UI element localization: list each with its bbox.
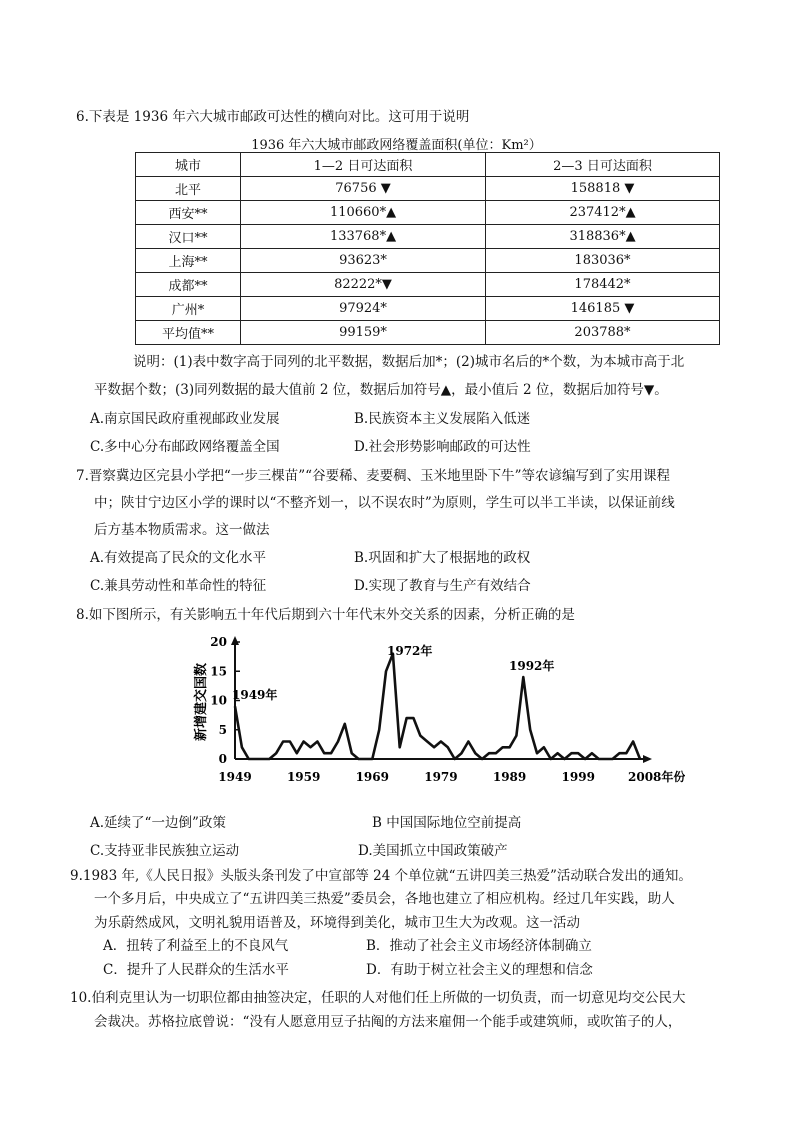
x-tick-label: 1949 bbox=[218, 770, 252, 784]
annotation-1992: 1992年 bbox=[509, 659, 555, 673]
cell-city: 北平 bbox=[136, 177, 241, 201]
table-row bbox=[136, 321, 720, 345]
q6-stem: 6.下表是 1936 年六大城市邮政可达性的横向对比。这可用于说明 bbox=[76, 109, 470, 125]
cell-value: 318836*▲ bbox=[486, 225, 720, 249]
cell-value: 237412*▲ bbox=[486, 201, 720, 225]
q6-option-a[interactable]: A.南京国民政府重视邮政业发展 bbox=[90, 411, 280, 427]
table-row bbox=[136, 273, 720, 297]
table-header-row bbox=[136, 153, 720, 177]
q7-stem-line2: 中；陕甘宁边区小学的课时以“不整齐划一，以不误农时”为原则，学生可以半工半读，以保证前线 bbox=[94, 495, 675, 511]
q10-stem-line1: 10.伯利克里认为一切职位都由抽签决定，任职的人对他们任上所做的一切负责，而一切意见均交公民大 bbox=[70, 990, 686, 1006]
cell-value: 146185 ▼ bbox=[486, 297, 720, 321]
annotation-1972: 1972年 bbox=[387, 644, 433, 658]
annotation-1949: 1949年 bbox=[232, 688, 278, 702]
cell-city: 汉口** bbox=[136, 225, 241, 249]
x-tick-label: 1989 bbox=[492, 770, 527, 784]
q7-option-d[interactable]: D.实现了教育与生产有效结合 bbox=[354, 578, 531, 594]
cell-value: 110660*▲ bbox=[241, 201, 486, 225]
cell-value: 178442* bbox=[486, 273, 720, 297]
q10-stem-line2: 会裁决。苏格拉底曾说：“没有人愿意用豆子拈阄的方法来雇佣一个能手或建筑师，或吹笛子的人， bbox=[94, 1014, 682, 1030]
table-row bbox=[136, 177, 720, 201]
q7-option-c[interactable]: C.兼具劳动性和革命性的特征 bbox=[90, 578, 267, 594]
cell-value: 82222*▼ bbox=[241, 273, 486, 297]
y-tick-label: 5 bbox=[218, 722, 227, 737]
table-row bbox=[136, 249, 720, 273]
q9-option-c[interactable]: C．提升了人民群众的生活水平 bbox=[103, 962, 289, 978]
q9-stem-line1: 9.1983 年,《人民日报》头版头条刊发了中宣部等 24 个单位就“五讲四美三热爱”活动联合发出的通知。 bbox=[70, 868, 692, 884]
x-tick-label: 1999 bbox=[561, 770, 595, 784]
chart-axes bbox=[231, 636, 652, 763]
q9-stem-line2: 一个多月后，中央成立了“五讲四美三热爱”委员会，各地也建立了相应机构。经过几年实践，助人 bbox=[94, 891, 675, 907]
q6-option-b[interactable]: B.民族资本主义发展陷入低迷 bbox=[354, 411, 531, 427]
cell-value: 158818 ▼ bbox=[486, 177, 720, 201]
q7-stem-line1: 7.晋察冀边区完县小学把“一步三棵苗”“谷要稀、麦要稠、玉米地里卧下牛”等农谚编写到了实用课程 bbox=[76, 468, 670, 484]
table-note-line1: 说明：(1)表中数字高于同列的北平数据，数据后加*；(2)城市名后的*个数，为本城市高于北 bbox=[133, 354, 685, 370]
cell-value: 183036* bbox=[486, 249, 720, 273]
x-tick-label: 1959 bbox=[286, 770, 321, 784]
q8-stem: 8.如下图所示，有关影响五十年代后期到六十年代末外交关系的因素，分析正确的是 bbox=[76, 607, 575, 623]
q7-option-a[interactable]: A.有效提高了民众的文化水平 bbox=[90, 550, 267, 566]
cell-city: 广州* bbox=[136, 297, 241, 321]
table-caption: 1936 年六大城市邮政网络覆盖面积(单位：Km²） bbox=[251, 138, 542, 153]
q9-option-b[interactable]: B．推动了社会主义市场经济体制确立 bbox=[366, 938, 592, 954]
series-line bbox=[235, 654, 640, 759]
table-row bbox=[136, 225, 720, 249]
cell-value: 76756 ▼ bbox=[241, 177, 486, 201]
q8-option-d[interactable]: D.美国抓立中国政策破产 bbox=[358, 843, 508, 859]
cell-city: 上海** bbox=[136, 249, 241, 273]
q7-stem-line3: 后方基本物质需求。这一做法 bbox=[94, 522, 270, 538]
chart-ticks bbox=[210, 635, 685, 784]
q9-option-a[interactable]: A．扭转了利益至上的不良风气 bbox=[103, 938, 289, 954]
cell-value: 93623* bbox=[241, 249, 486, 273]
q8-option-c[interactable]: C.支持亚非民族独立运动 bbox=[90, 843, 240, 859]
y-axis-label: 新增建交国数 bbox=[194, 662, 209, 742]
cell-value: 133768*▲ bbox=[241, 225, 486, 249]
q9-stem-line3: 为乐蔚然成风，文明礼貌用语普及，环境得到美化，城市卫生大为改观。这一活动 bbox=[94, 915, 580, 931]
q8-option-b[interactable]: B 中国国际地位空前提高 bbox=[372, 815, 522, 831]
q9-option-d[interactable]: D．有助于树立社会主义的理想和信念 bbox=[366, 962, 593, 978]
table-note-line2: 平数据个数；(3)同列数据的最大值前 2 位，数据后加符号▲，最小值后 2 位，数据后加符号▼。 bbox=[94, 382, 668, 398]
cell-city: 西安** bbox=[136, 201, 241, 225]
x-tick-label: 2008年份 bbox=[628, 770, 685, 784]
y-axis-arrow bbox=[231, 636, 239, 645]
y-tick-label: 10 bbox=[210, 693, 227, 708]
header-city: 城市 bbox=[136, 153, 241, 177]
cell-value: 99159* bbox=[241, 321, 486, 345]
x-tick-label: 1979 bbox=[424, 770, 458, 784]
table-row bbox=[136, 201, 720, 225]
header-2-3-day: 2—3 日可达面积 bbox=[486, 153, 720, 177]
y-tick-label: 15 bbox=[210, 664, 227, 679]
diplomatic-relations-chart bbox=[185, 622, 685, 797]
q6-option-d[interactable]: D.社会形势影响邮政的可达性 bbox=[354, 439, 531, 455]
header-1-2-day: 1—2 日可达面积 bbox=[241, 153, 486, 177]
cell-city: 平均值** bbox=[136, 321, 241, 345]
cell-value: 203788* bbox=[486, 321, 720, 345]
y-tick-label: 20 bbox=[210, 635, 227, 649]
y-tick-label: 0 bbox=[218, 752, 227, 766]
x-tick-label: 1969 bbox=[355, 770, 389, 784]
q7-option-b[interactable]: B.巩固和扩大了根据地的政权 bbox=[354, 550, 531, 566]
postal-coverage-table bbox=[135, 152, 720, 345]
q6-option-c[interactable]: C.多中心分布邮政网络覆盖全国 bbox=[90, 439, 280, 455]
q8-option-a[interactable]: A.延续了“一边倒”政策 bbox=[90, 815, 226, 831]
cell-city: 成都** bbox=[136, 273, 241, 297]
x-axis-arrow bbox=[643, 755, 652, 763]
cell-value: 97924* bbox=[241, 297, 486, 321]
table-row bbox=[136, 297, 720, 321]
